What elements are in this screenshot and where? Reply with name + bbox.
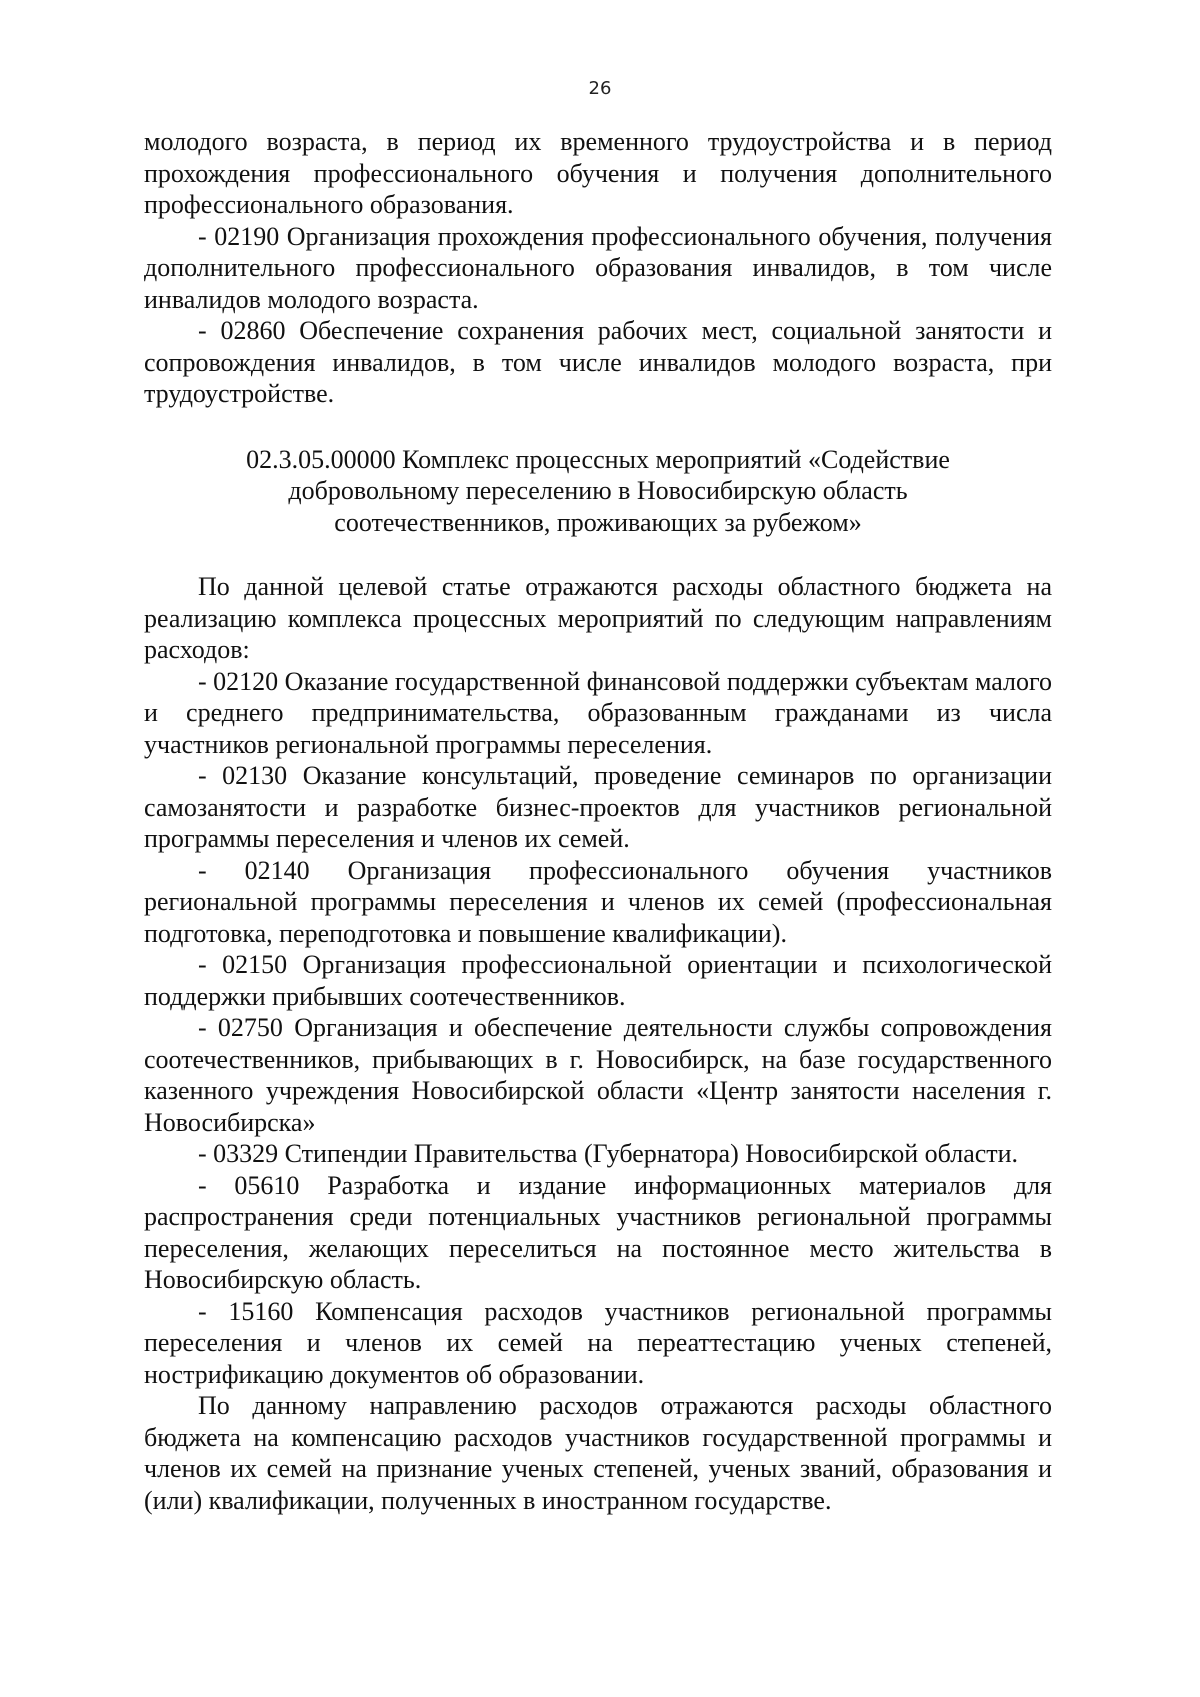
section-heading-line: добровольному переселению в Новосибирскую область — [288, 476, 908, 505]
list-item-03329: - 03329 Стипендии Правительства (Губернатора) Новосибирской области. — [198, 1139, 1019, 1168]
list-item-02140: - 02140 Организация профессионального обучения участников региональной программы переселения и членов их семей (профессиональная подготовка, переподготовка и повышение квалификации). — [144, 855, 1052, 948]
list-item-02190: - 02190 Организация прохождения профессионального обучения, получения дополнительного профессионального образования инвалидов, в том числе инвалидов молодого возраста. — [144, 221, 1052, 314]
section-heading — [240, 444, 956, 539]
section-heading-line: 02.3.05.00000 Комплекс процессных мероприятий «Содействие — [246, 444, 950, 474]
list-item-02150: - 02150 Организация профессиональной ориентации и психологической поддержки прибывших соотечественников. — [144, 950, 1052, 1011]
list-item-02860: - 02860 Обеспечение сохранения рабочих мест, социальной занятости и сопровождения инвалидов, в том числе инвалидов молодого возраста, при трудоустройстве. — [144, 316, 1052, 408]
list-item-05610: - 05610 Разработка и издание информационных материалов для распространения среди потенциальных участников региональной программы переселения, желающих переселиться на постоянное место жительства в Новосибирскую область. — [144, 1170, 1052, 1294]
list-item-15160: - 15160 Компенсация расходов участников региональной программы переселения и членов их семей на переаттестацию ученых степеней, нострификацию документов об образовании. — [144, 1296, 1052, 1389]
list-item-02130: - 02130 Оказание консультаций, проведение семинаров по организации самозанятости и разработке бизнес-проектов для участников региональной программы переселения и членов их семей. — [144, 761, 1052, 853]
section-heading-line: соотечественников, проживающих за рубежом» — [334, 507, 862, 537]
paragraph: молодого возраста, в период их временного трудоустройства и в период прохождения профессионального обучения и получения дополнительного профессионального образования. — [144, 127, 1052, 219]
intro-paragraph: По данной целевой статье отражаются расходы областного бюджета на реализацию комплекса процессных мероприятий по следующим направлениям расходов: — [144, 572, 1052, 664]
list-item-02120: - 02120 Оказание государственной финансовой поддержки субъектам малого и среднего предпринимательства, образованным гражданами из числа участников региональной программы переселения. — [144, 666, 1052, 759]
closing-paragraph: По данному направлению расходов отражаются расходы областного бюджета на компенсацию расходов участников государственной программы и членов их семей на признание ученых степеней, ученых званий, образования и (или) квалификации, полученных в иностранном государстве. — [144, 1391, 1052, 1515]
document-body — [144, 126, 1052, 1516]
page-number: 26 — [588, 78, 612, 99]
list-item-02750: - 02750 Организация и обеспечение деятельности службы сопровождения соотечественников, прибывающих в г. Новосибирск, на базе государственного казенного учреждения Новосибирской области «Центр занятости населения г. Новосибирска» — [144, 1013, 1052, 1137]
